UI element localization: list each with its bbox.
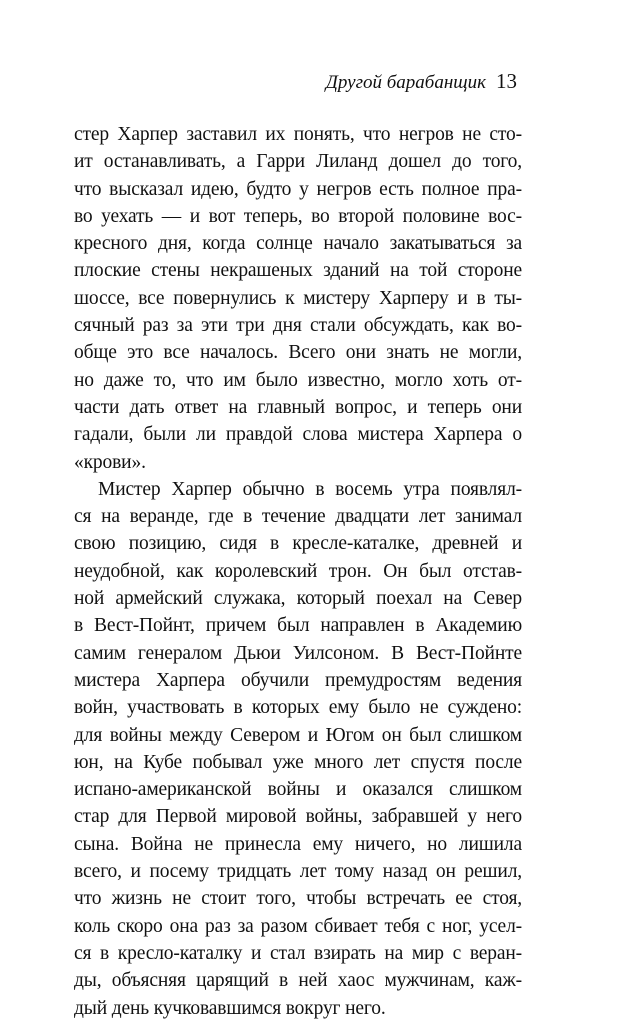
text-line: «крови». (74, 451, 146, 473)
text-line: части дать ответ на главный вопрос, и теперь они (74, 396, 522, 418)
paragraph-2 (74, 476, 522, 1022)
text-line: что жизнь не стоит того, чтобы встречать ее стоя, (74, 888, 522, 910)
text-line: испано-американской войны и оказался слишком (74, 779, 522, 801)
text-line: обще это все началось. Всего они знать не могли, (74, 342, 522, 364)
text-line: Мистер Харпер обычно в восемь утра появлял- (98, 478, 522, 500)
text-line: во уехать — и вот теперь, во второй половине вос- (74, 205, 522, 227)
text-line: стар для Первой мировой войны, забравшей у него (74, 806, 522, 828)
text-line: дый день кучковавшимся вокруг него. (74, 997, 386, 1019)
text-line: неудобной, как королевский трон. Он был отстав- (74, 560, 522, 582)
text-line: кресного дня, когда солнце начало закатываться за (74, 233, 522, 255)
text-line: свою позицию, сидя в кресле-каталке, древней и (74, 533, 522, 555)
text-line: юн, на Кубе побывал уже много лет спустя после (74, 751, 522, 773)
text-line: ды, объясняя царящий в ней хаос мужчинам, каж- (74, 970, 522, 992)
page-header (326, 70, 517, 94)
text-line: мистера Харпера обучили премудростям ведения (74, 669, 522, 691)
text-line: гадали, были ли правдой слова мистера Харпера о (74, 424, 522, 446)
page-number: 13 (496, 69, 517, 93)
text-line: ной армейский служака, который поехал на Север (74, 588, 522, 610)
body-text (74, 121, 522, 1022)
text-line: ся на веранде, где в течение двадцати лет занимал (74, 506, 522, 528)
running-title: Другой барабанщик (325, 72, 486, 93)
text-line: сына. Война не принесла ему ничего, но лишила (74, 833, 522, 855)
text-line: шоссе, все повернулись к мистеру Харперу и в ты- (74, 287, 522, 309)
text-line: стер Харпер заставил их понять, что негров не сто- (74, 124, 522, 145)
text-line: ит останавливать, а Гарри Лиланд дошел до того, (74, 151, 522, 173)
text-line: плоские стены некрашеных зданий на той стороне (74, 260, 522, 282)
text-line: сячный раз за эти три дня стали обсуждать, как во- (74, 315, 522, 337)
text-line: самим генералом Дьюи Уилсоном. В Вест-Пойнте (74, 642, 522, 664)
text-line: войн, участвовать в которых ему было не суждено: (74, 697, 522, 719)
paragraph-1 (74, 121, 522, 476)
text-line: для войны между Севером и Югом он был слишком (74, 724, 522, 746)
text-line: что высказал идею, будто у негров есть полное пра- (74, 178, 522, 200)
text-line: коль скоро она раз за разом сбивает тебя с ног, усел- (74, 915, 522, 937)
text-line: но даже то, что им было известно, могло хоть от- (74, 369, 522, 391)
text-line: ся в кресло-каталку и стал взирать на мир с веран- (74, 942, 522, 964)
text-line: всего, и посему тридцать лет тому назад он решил, (74, 861, 522, 883)
text-line: в Вест-Пойнт, причем был направлен в Академию (74, 615, 522, 637)
